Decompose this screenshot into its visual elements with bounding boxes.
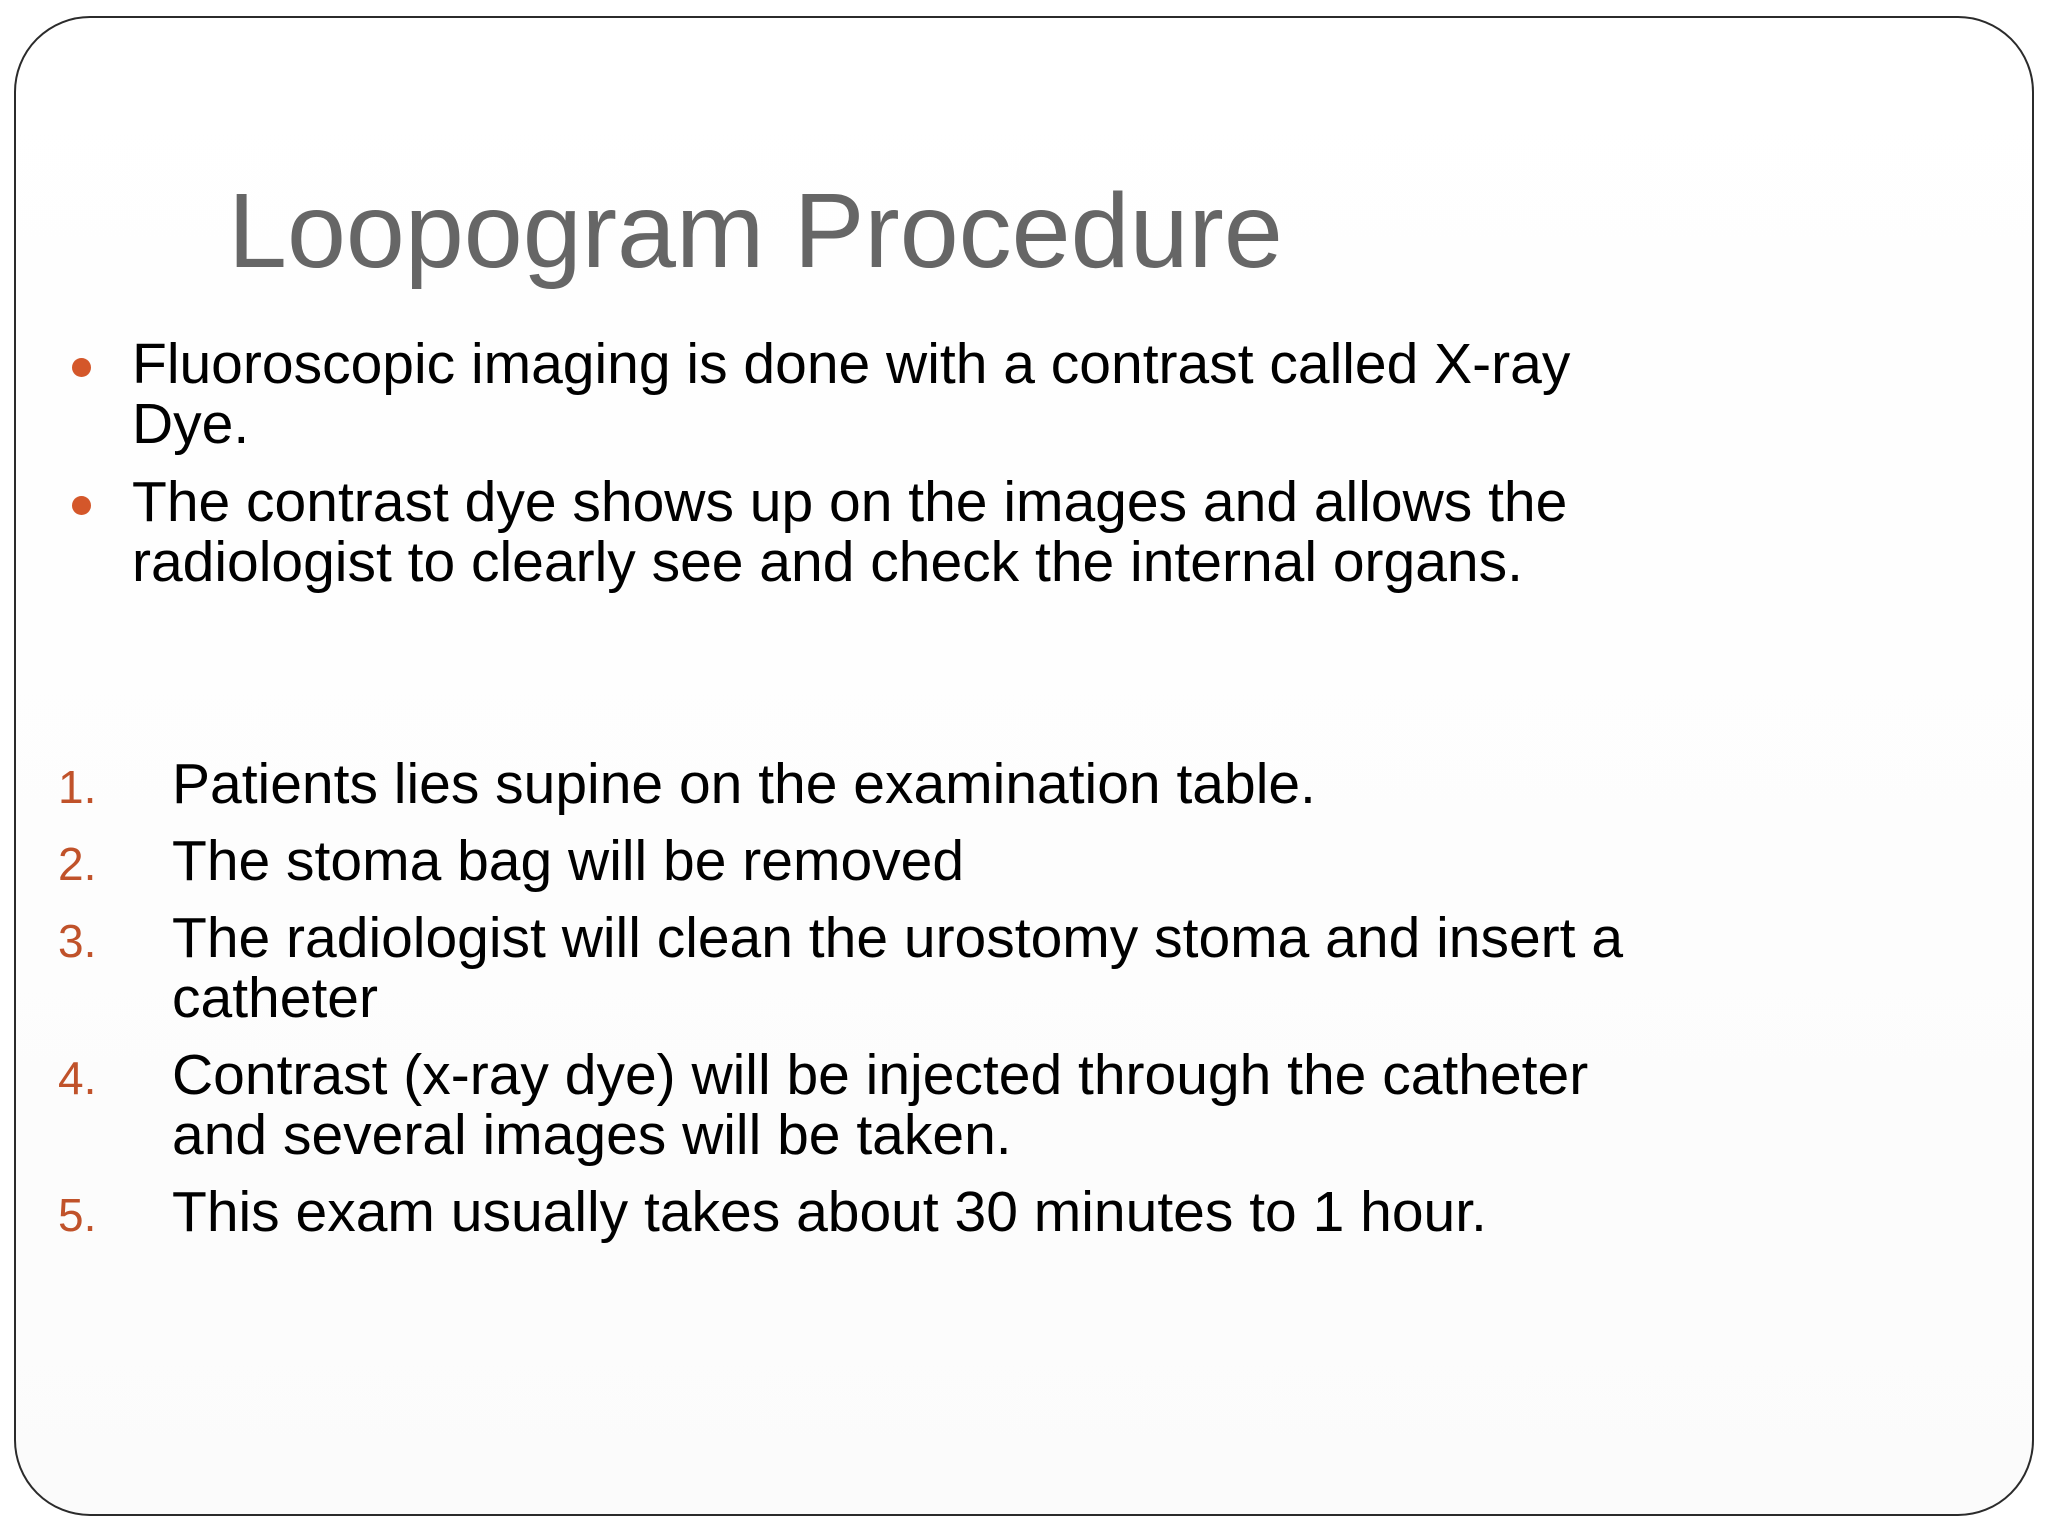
slide-title: Loopogram Procedure (228, 172, 1283, 290)
step-item (56, 1045, 1656, 1165)
bullet-list (56, 334, 1656, 610)
bullet-item (56, 334, 1656, 454)
step-number: 5. (58, 1189, 97, 1241)
step-number: 4. (58, 1052, 97, 1104)
step-item (56, 831, 1656, 891)
step-number: 1. (58, 761, 97, 813)
bullet-dot-icon (72, 496, 91, 515)
step-number: 3. (58, 915, 97, 967)
step-text: Patients lies supine on the examination table. (172, 752, 1316, 816)
step-item (56, 908, 1656, 1028)
step-number: 2. (58, 838, 97, 890)
bullet-item (56, 472, 1656, 592)
bullet-text: The contrast dye shows up on the images and allows the radiologist to clearly see and check the internal organs. (132, 470, 1568, 594)
slide-frame (14, 16, 2034, 1516)
step-text: The stoma bag will be removed (172, 829, 965, 893)
step-item (56, 754, 1656, 814)
step-text: Contrast (x-ray dye) will be injected through the catheter and several images will be taken. (172, 1043, 1589, 1167)
bullet-dot-icon (72, 358, 91, 377)
step-text: The radiologist will clean the urostomy stoma and insert a catheter (172, 906, 1624, 1030)
numbered-step-list (56, 754, 1656, 1259)
step-text: This exam usually takes about 30 minutes to 1 hour. (172, 1180, 1487, 1244)
bullet-text: Fluoroscopic imaging is done with a contrast called X-ray Dye. (132, 332, 1571, 456)
step-item (56, 1182, 1656, 1242)
